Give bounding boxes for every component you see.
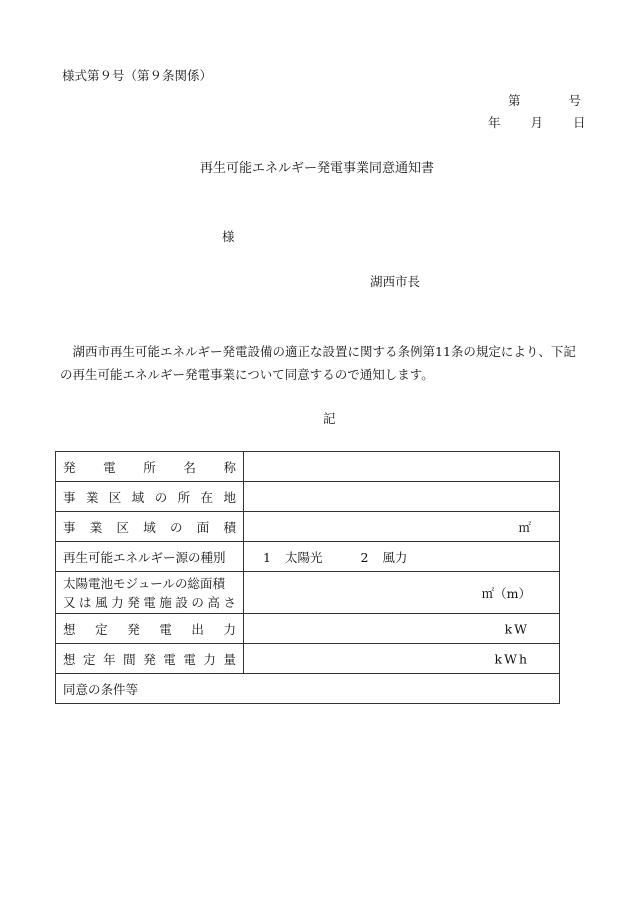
table-row	[56, 512, 560, 542]
form-number-label: 様式第９号（第９条関係）	[62, 68, 213, 83]
option-wind-label: 風力	[382, 549, 408, 565]
site-area-label: 事業区域の面積	[56, 512, 244, 542]
annual-energy-field[interactable]	[244, 644, 560, 674]
date-year: 年	[488, 115, 501, 130]
annual-energy-label: 想定年間発電電力量	[56, 644, 244, 674]
table-row	[56, 572, 560, 614]
site-location-field[interactable]	[244, 482, 560, 512]
addressee: 様	[222, 229, 235, 244]
module-area-label-line2: 又は風力発電施設の高さ	[63, 595, 236, 610]
plant-name-label: 発電所名称	[56, 452, 244, 482]
site-area-unit: ㎡	[518, 519, 531, 535]
site-area-field[interactable]	[244, 512, 560, 542]
date-day: 日	[573, 115, 586, 130]
option-solar[interactable]	[263, 548, 322, 566]
site-location-label: 事業区域の所在地	[56, 482, 244, 512]
ki-heading: 記	[323, 411, 336, 426]
table-row	[56, 674, 560, 704]
option-wind[interactable]	[360, 548, 407, 566]
details-table	[55, 451, 560, 704]
conditions-label: 同意の条件等	[63, 681, 139, 697]
issuer: 湖西市長	[370, 274, 421, 289]
plant-name-field[interactable]	[244, 452, 560, 482]
module-area-label	[56, 572, 244, 614]
number-suffix: 号	[568, 93, 582, 108]
option-wind-number: 2	[360, 549, 369, 565]
date-month: 月	[530, 115, 544, 130]
energy-type-label: 再生可能エネルギー源の種別	[56, 542, 244, 572]
body-text: 湖西市再生可能エネルギー発電設備の適正な設置に関する条例第11条の規定により、下記の再生可能エネルギー発電事業について同意するので通知します。	[60, 344, 576, 382]
table-row	[56, 614, 560, 644]
module-area-unit: ㎡（m）	[481, 585, 531, 601]
module-area-field[interactable]	[244, 572, 560, 614]
table-row	[56, 644, 560, 674]
number-prefix: 第	[508, 93, 521, 108]
option-solar-number: 1	[263, 549, 271, 565]
date-line	[488, 113, 586, 131]
conditions-field[interactable]	[56, 674, 560, 704]
module-area-label-line1: 太陽電池モジュールの総面積	[63, 576, 226, 591]
table-row	[56, 452, 560, 482]
annual-energy-unit: kWh	[494, 651, 529, 666]
output-field[interactable]	[244, 614, 560, 644]
energy-type-field	[244, 542, 560, 572]
option-solar-label: 太陽光	[284, 549, 323, 565]
output-unit: kW	[504, 621, 529, 636]
table-row	[56, 482, 560, 512]
table-row	[56, 542, 560, 572]
document-title: 再生可能エネルギー発電事業同意通知書	[200, 161, 435, 176]
document-number-line	[508, 91, 581, 109]
output-label: 想定発電出力	[56, 614, 244, 644]
